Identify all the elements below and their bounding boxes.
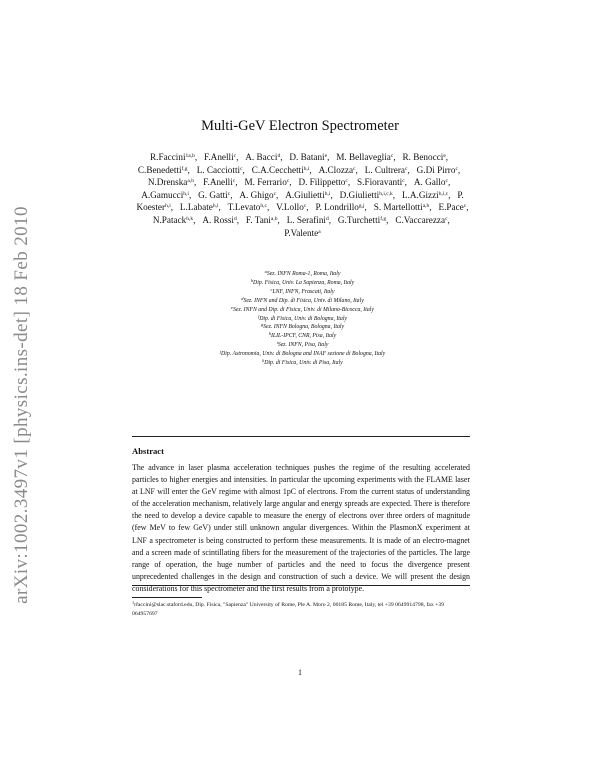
affiliation	[130, 341, 475, 350]
author-name: L. Cultrera	[364, 164, 406, 175]
author-affiliation-mark: c	[445, 178, 448, 185]
author	[202, 215, 236, 225]
author-affiliation-mark: c	[353, 165, 356, 172]
author-name: A. Rossi	[202, 214, 234, 225]
affiliation-label: b	[250, 277, 254, 283]
footnote	[132, 601, 470, 619]
affiliation-text: Dip. Astronomia, Univ. di Bologna and INAF sezione di Bologna, Italy	[221, 351, 386, 358]
author	[315, 202, 364, 212]
author-affiliation-mark: c	[303, 203, 307, 210]
author	[246, 215, 278, 225]
author-name: A.Clozza	[318, 164, 354, 175]
author	[336, 152, 393, 162]
author-name: L.Labate	[179, 202, 213, 213]
author-name: C.A.Cecchetti	[251, 164, 304, 175]
affiliation	[130, 350, 475, 359]
affiliation	[130, 306, 475, 315]
affiliation-text: Sez. INFN Bologna, Bologna, Italy	[263, 324, 345, 331]
affiliation-label: i	[276, 340, 278, 346]
author-affiliation-mark: a,b	[270, 215, 278, 222]
author-affiliation-mark: h,i	[212, 203, 219, 210]
author-affiliation-mark: c	[273, 190, 277, 197]
author	[395, 215, 447, 225]
affiliation	[130, 279, 475, 288]
affiliation-list	[130, 270, 475, 368]
author	[276, 202, 306, 212]
author-affiliation-mark: h,i,c	[438, 190, 449, 197]
affiliation-text: Sez. INFN Roma-1, Roma, Italy	[266, 271, 341, 277]
author-name: V.Lollo	[276, 202, 304, 213]
abstract-body: The advance in laser plasma acceleration techniques pushes the regime of the resulting accelerated particles to higher energies and intensities. In particular the upcoming experiments with the FLAME laser at LNF will enter the GeV regime with almost 1pC of electrons. From the current status of understanding of the acceleration mechanism, relatively large angular and energy spreads are expected. There is therefore the need to develop a device capable to measure the energy of electrons over three orders of magnitude (few MeV to few GeV) under still unknown angular divergences. Within the PlasmonX experiment at LNF a spectrometer is being constructed to perform these measurements. It is made of an electro-magnet and a screen made of scintillating fibers for the measurement of the trajectories of the particles. The large range of operation, the huge number of particles and the need to focus the divergence present unprecedented challenges in the design and construction of such a device. We will present the design considerations for this spectrometer and the first results from a prototype.	[132, 463, 470, 593]
author-name: P. Koester	[136, 189, 464, 213]
author-name: G.Di Pirro	[416, 164, 456, 175]
author	[203, 177, 235, 187]
author-affiliation-mark: h,c	[260, 203, 267, 210]
author	[357, 177, 405, 187]
author-affiliation-mark: a,b	[187, 178, 194, 185]
author	[244, 177, 289, 187]
author-name: N.Patack	[152, 214, 187, 225]
author-affiliation-mark: d	[325, 215, 329, 222]
author-affiliation-mark: h,i	[303, 165, 310, 172]
author-name: P.Valente	[284, 227, 319, 238]
author-name: R. Benocci	[402, 152, 444, 162]
affiliation-label: d	[241, 295, 244, 301]
page-number: 1	[298, 668, 302, 677]
author-name: D. Batani	[289, 152, 325, 162]
author-name: L.A.Gizzi	[401, 189, 439, 200]
affiliation	[130, 288, 475, 297]
author	[365, 165, 408, 175]
author	[284, 228, 320, 238]
affiliation-text: Sez. INFN and Dip. di Fisica, Univ. di Milano-Bicocca, Italy	[233, 306, 374, 313]
affiliation	[130, 297, 475, 306]
author-name: L. Serafini	[286, 214, 326, 225]
author-name: D.Giulietti	[339, 189, 380, 200]
author-name: E.Pace	[438, 202, 464, 213]
affiliation	[130, 315, 475, 324]
author	[153, 215, 193, 225]
author-name: N.Drenska	[147, 177, 188, 188]
affiliation-text: ILIL-IPCF, CNR, Pisa, Italy	[270, 333, 337, 340]
author-name: D. Filippetto	[298, 177, 346, 188]
author	[252, 165, 310, 175]
footnote-mark: 1	[132, 600, 135, 605]
author-affiliation-mark: c	[227, 190, 231, 197]
author-affiliation-mark: e	[443, 153, 446, 159]
author-affiliation-mark: c	[405, 165, 408, 172]
affiliation-text: Dip. Fisica, Univ. La Sapienza, Roma, Italy	[253, 279, 355, 286]
author-affiliation-mark: d	[277, 153, 281, 159]
author	[287, 215, 329, 225]
author-name: S.Fioravanti	[357, 177, 403, 188]
paper-title: Multi-GeV Electron Spectrometer	[201, 118, 399, 134]
affiliation	[130, 332, 475, 341]
author	[239, 190, 276, 200]
author-affiliation-mark: c	[390, 153, 394, 159]
author-affiliation-mark: f,g	[181, 165, 188, 172]
affiliation-text: Sez. INFN, Pisa, Italy	[277, 342, 329, 349]
author-name: M. Ferrario	[244, 177, 287, 188]
author	[340, 190, 393, 200]
affiliation-label: j	[219, 349, 222, 355]
abstract-bottom-rule	[132, 585, 470, 586]
affiliation-label: f	[257, 313, 260, 319]
author	[138, 165, 188, 175]
author-affiliation-mark: e	[324, 153, 328, 159]
author-affiliation-mark: c	[286, 178, 290, 185]
author	[403, 152, 446, 162]
affiliation-label: a	[264, 269, 267, 274]
affiliation-label: k	[262, 358, 265, 364]
author	[414, 177, 448, 187]
author-affiliation-mark: f,g	[380, 215, 387, 222]
author	[289, 152, 327, 162]
author	[298, 177, 347, 187]
author-name: S. Martellotti	[373, 202, 423, 213]
author-name: A. Bacci	[245, 152, 278, 162]
author	[245, 152, 280, 162]
arxiv-sidebar-stamp	[8, 200, 36, 610]
author-name: P. Londrillo	[315, 202, 359, 213]
affiliation-text: LNF, INFN, Frascati, Italy	[272, 288, 335, 295]
author-affiliation-mark: c	[463, 203, 467, 210]
author-affiliation-mark: a,b	[422, 203, 430, 210]
author-affiliation-mark: h,i	[183, 190, 189, 197]
author-name: A.Giulietti	[285, 189, 325, 200]
author-name: A. Ghigo	[239, 189, 274, 200]
affiliation	[130, 323, 475, 332]
author	[228, 202, 267, 212]
author	[198, 190, 230, 200]
author	[338, 215, 386, 225]
author	[374, 202, 430, 212]
affiliation-label: e	[231, 304, 233, 310]
author-name: F.Anelli	[203, 177, 233, 188]
affiliation-text: Sez. INFN and Dip. di Fisica, Univ. di Milano, Italy	[243, 297, 364, 304]
author-name: G.Turchetti	[337, 214, 381, 225]
author-name: F.Anelli	[204, 152, 234, 162]
author-affiliation-mark: c	[445, 215, 448, 222]
author	[150, 152, 195, 162]
author-affiliation-mark: 1a,b	[185, 153, 195, 159]
author-affiliation-mark: c	[240, 165, 243, 172]
author-affiliation-mark: c	[233, 153, 237, 159]
author-name: F. Tani	[245, 214, 271, 225]
author-name: A.Gamucci	[141, 189, 184, 200]
affiliation-text: Dip. di Fisica, Univ. di Bologna, Italy	[259, 315, 348, 322]
author	[180, 202, 219, 212]
author-affiliation-mark: h,i	[165, 203, 171, 210]
affiliation-label: g	[260, 322, 264, 328]
arxiv-identifier: arXiv:1002.3497v1 [physics.ins-det] 18 Feb 2010	[11, 206, 32, 604]
author	[438, 202, 466, 212]
author	[197, 165, 243, 175]
author	[148, 177, 194, 187]
affiliation	[130, 359, 475, 368]
author	[319, 165, 356, 175]
author-affiliation-mark: d	[233, 215, 237, 222]
author-affiliation-mark: c	[402, 178, 405, 185]
abstract-top-rule	[132, 436, 470, 437]
author-name: A. Gallo	[413, 177, 446, 188]
footnote-rule	[132, 597, 202, 598]
author-name: C.Vaccarezza	[395, 214, 446, 225]
author-name: T.Levato	[227, 202, 261, 213]
author-name: L. Cacciotti	[196, 164, 241, 175]
author-affiliation-mark: h,i,c,k	[379, 190, 393, 197]
author	[204, 152, 236, 162]
author-affiliation-mark: h,i	[324, 190, 331, 197]
author-affiliation-mark: c	[232, 178, 236, 185]
affiliation-text: Dip. di Fisica, Univ. di Pisa, Italy	[264, 360, 343, 367]
author-affiliation-mark: h,k	[186, 215, 194, 222]
author	[285, 190, 330, 200]
author-name: C.Benedetti	[137, 164, 182, 175]
affiliation	[130, 270, 475, 279]
author-affiliation-mark: a	[318, 228, 321, 235]
author	[402, 190, 448, 200]
author-affiliation-mark: c	[345, 178, 348, 185]
affiliation-label: h	[268, 331, 271, 337]
author-name: R.Faccini	[150, 152, 186, 162]
author-name: G. Gatti	[198, 189, 228, 200]
author-name: M. Bellaveglia	[336, 152, 391, 162]
author-list: R.Faccini$^{1a,b}$, F.Anelli$^c$, A. Bacci$^d$, D. Batani$^e$, M. Bellaveglia$^c$, R. Benocci$^e$, C.Benedetti$^{f,g}$, L. Cacciotti$^c$, C.A.Cecchetti$^{h,i}$, A.Clozza$^c$, L. Cultrera$^c$, G.Di Pirro$^c$, N.Drenska$^{a,b}$, F.Anelli$^c$, M. Ferrario$^c$, D. Filippetto$^c$, S.Fioravanti$^c$, A. Gallo$^c$, A.Gamucci$^{h,i}$, G. Gatti$^c$, A. Ghigo$^c$, A.Giulietti$^{h,i}$, D.Giulietti$^{h,i,c,k}$, L.A.Gizzi$^{h,i,c}$, P. Koester$^{h,i}$, L.Labate$^{h,i}$, T.Levato$^{h,c}$, V.Lollo$^c$, P. Londrillo$^{g,j}$, S. Martellotti$^{a,b}$, E.Pace$^c$, N.Patack$^{h,k}$, A. Rossi$^d$, F. Tani$^{a,b}$, L. Serafini$^d$, G.Turchetti$^{f,g}$, C.Vaccarezza$^c$, P.Valente$^a$	[136, 152, 469, 238]
affiliation-label: c	[270, 286, 273, 292]
author-affiliation-mark: g,j	[358, 203, 365, 210]
author	[141, 190, 189, 200]
footnote-text: rfaccini@slac.staford.edu, Dip. Fisica, "Sapienza" University of Rome, Ple A. Moro 2, 00185 Rome, Italy, tel +39 0649914798, fax +39 064957697	[132, 602, 444, 617]
author-affiliation-mark: c	[455, 165, 458, 172]
abstract-heading: Abstract	[132, 446, 164, 456]
author	[417, 165, 458, 175]
